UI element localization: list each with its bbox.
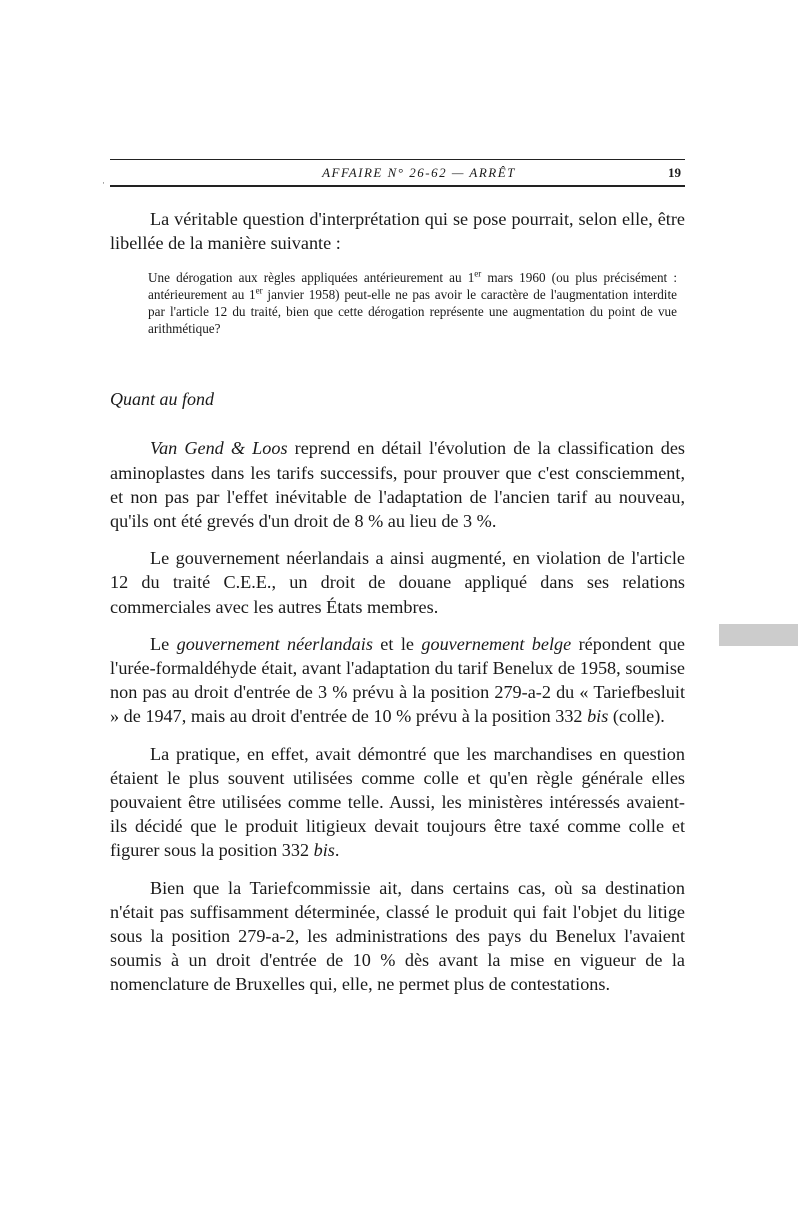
section-heading: Quant au fond bbox=[110, 389, 215, 410]
page-number: 19 bbox=[668, 165, 681, 180]
header-title: AFFAIRE N° 26-62 — ARRÊT bbox=[322, 165, 516, 180]
paragraph-governments bbox=[110, 632, 685, 729]
bis-term: bis bbox=[587, 706, 609, 727]
intro-paragraph: La véritable question d'interprétation qui se pose pourrait, selon elle, être libellée de la manière suivante : bbox=[110, 209, 685, 254]
party-dutch-government: gouvernement néerlandais bbox=[176, 633, 373, 654]
paragraph-violation: Le gouvernement néerlandais a ainsi augmenté, en violation de l'article 12 du traité C.E.E., un droit de douane appliqué dans ses relations commerciales avec les autres États membres. bbox=[110, 548, 685, 617]
quote-superscript-2: er bbox=[255, 286, 263, 297]
text-run: La pratique, en effet, avait démontré que les marchandises en question étaient le plus souvent utilisées comme colle et qu'en règle générale elles pouvaient être utilisées comme telle. Aussi, les ministères intéressés avaient-ils décidé que le produit litigieux devait toujours être taxé comme colle et figurer sous la position 332 bbox=[110, 743, 685, 861]
quoted-question bbox=[148, 269, 677, 337]
quote-text-3: janvier 1958) peut-elle ne pas avoir le caractère de l'augmentation interdite par l'article 12 du traité, bien que cette dérogation représente une augmentation du point de vue arithmétique? bbox=[148, 287, 677, 337]
text-run: et le bbox=[372, 633, 422, 654]
party-name: Van Gend & Loos bbox=[150, 438, 288, 459]
paragraph-practice bbox=[110, 742, 685, 863]
paragraph-tariefcommissie: Bien que la Tariefcommissie ait, dans certains cas, où sa destination n'était pas suffisamment déterminée, classé le produit qui fait l'objet du litige sous la position 279-a-2, les administrations des pays du Benelux l'avaient soumis à un droit d'entrée de 10 % dès avant la mise en vigueur de la nomenclature de Bruxelles qui, elle, ne permet plus de contestations. bbox=[110, 877, 685, 995]
text-run: . bbox=[334, 840, 340, 861]
text-run: (colle). bbox=[608, 706, 665, 727]
running-header bbox=[110, 160, 685, 185]
paragraph-van-gend-text: reprend en détail l'évolution de la classification des aminoplastes dans les tarifs successifs, pour prouver que c'est consciemment, et non pas par l'effet inévitable de l'adaptation de l'ancien tarif au nouveau, qu'ils ont été grevés d'un droit de 8 % au lieu de 3 %. bbox=[110, 438, 686, 532]
party-belgian-government: gouvernement belge bbox=[421, 633, 572, 654]
text-run: Le bbox=[150, 633, 177, 654]
quote-text-2: mars 1960 (ou plus précisément : antérieurement au 1 bbox=[148, 270, 677, 303]
document-page bbox=[110, 155, 685, 1010]
quote-text-1: Une dérogation aux règles appliquées antérieurement au 1 bbox=[148, 270, 475, 286]
header-bottom-rule bbox=[110, 185, 685, 187]
margin-tab-marker bbox=[719, 624, 798, 646]
text-run: répondent que l'urée-formaldéhyde était, avant l'adaptation du tarif Benelux de 1958, soumise non pas au droit d'entrée de 3 % prévu à la position 279-a-2 du « Tariefbesluit » de 1947, mais au droit d'entrée de 10 % prévu à la position 332 bbox=[110, 633, 685, 727]
paragraph-van-gend bbox=[110, 436, 685, 533]
bis-term: bis bbox=[313, 840, 335, 861]
margin-mark: · bbox=[102, 178, 105, 188]
quote-superscript-1: er bbox=[474, 269, 482, 280]
